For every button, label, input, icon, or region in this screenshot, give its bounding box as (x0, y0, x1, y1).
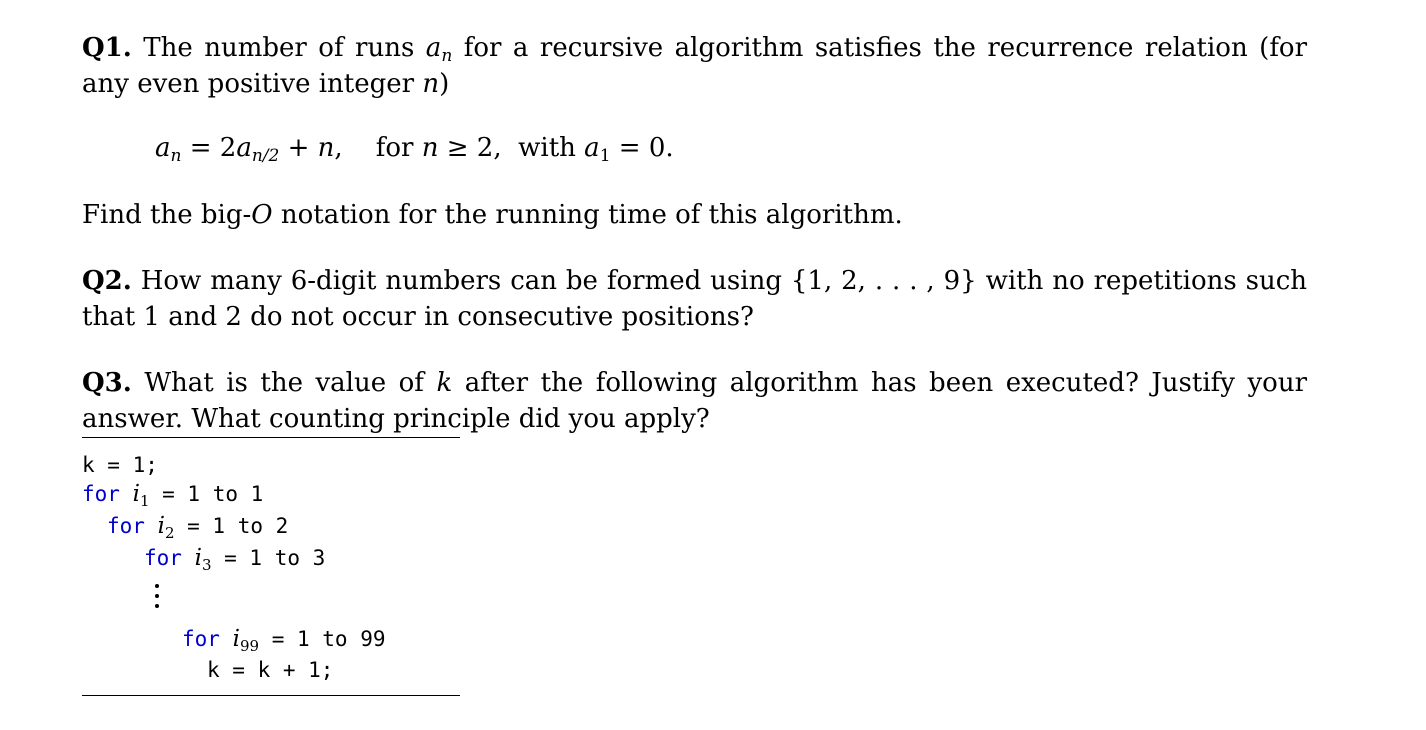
q1-paragraph (82, 30, 1307, 102)
q2-number: Q2. (82, 266, 132, 296)
q1-var-n: n (422, 69, 440, 99)
q3-paragraph: Q3. What is the value of k after the following algorithm has been executed? Justify your answer. What counting principle did you apply? (82, 368, 1308, 434)
q1-text-a: The number of runs (143, 33, 415, 63)
code-line-for-i2: for $i_2 = 1$ to 2 (107, 513, 289, 542)
q2-text: How many 6-digit numbers can be formed using {1, 2, . . . , 9} with no repetitions such that 1 and 2 do not occur in consecutive positions? (82, 266, 1308, 332)
code-line-for-i3: for $i_3 = 1$ to 3 (144, 545, 326, 574)
q1-text-b: for a recursive algorithm satisfies the recurrence relation (for any even positive integer (82, 33, 1308, 99)
code-line-k-increment: k = k + 1; (207, 658, 334, 682)
algorithm-bottom-rule (82, 695, 460, 696)
vertical-ellipsis-icon (152, 584, 162, 614)
algorithm-top-rule (82, 437, 460, 438)
q1-find-line: Find the big-O notation for the running time of this algorithm. (82, 200, 903, 230)
code-line-for-i99: for $i_{99} = 1$ to 99 (182, 626, 386, 655)
q3-var-k: k (436, 368, 453, 398)
q1-text-c: ) (439, 69, 450, 99)
recurrence-equation: $a_n = 2a_{n/2} + n$, for n ≥ 2, with $a_1 = 0$. (155, 133, 674, 166)
big-o-symbol: O (251, 200, 273, 230)
q2-paragraph (82, 263, 1307, 335)
q1-number: Q1. (82, 33, 132, 63)
q3-number: Q3. (82, 368, 132, 398)
q1-var-a: $a_n$ (425, 33, 453, 66)
code-line-k-init: k = 1; (82, 453, 158, 477)
code-line-for-i1: for $i_1 = 1$ to 1 (82, 481, 264, 510)
